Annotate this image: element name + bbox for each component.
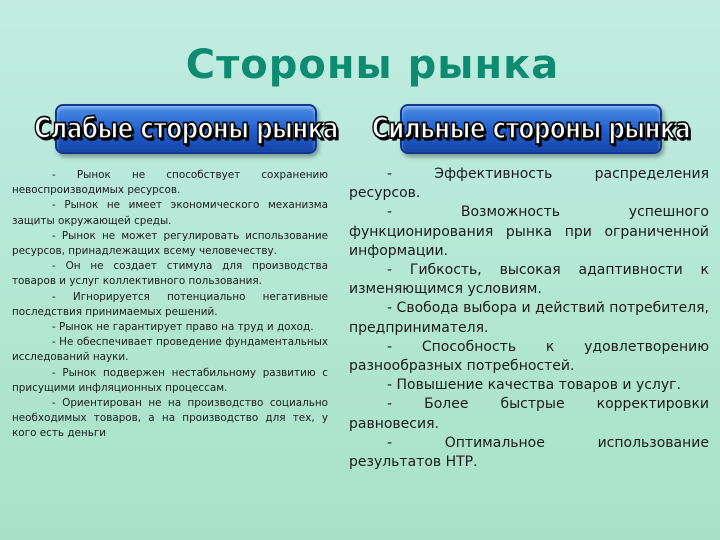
weak-item: - Ориентирован не на производство социально необходимых товаров, а на производство для тех, у кого есть деньги: [12, 397, 328, 440]
weak-item: - Рынок не способствует сохранению невоспроизводимых ресурсов.: [12, 169, 328, 197]
strong-item: - Более быстрые корректировки равновесия.: [349, 396, 709, 432]
strong-sides-banner: [371, 104, 691, 154]
weak-item: - Игнорируется потенциально негативные последствия принимаемых решений.: [12, 290, 328, 318]
strong-sides-list: [349, 165, 709, 472]
strong-item: - Оптимальное использование результатов НТР.: [349, 434, 709, 471]
weak-item: - Рынок не может регулировать использование ресурсов, принадлежащих всему человечеству.: [12, 229, 328, 258]
weak-item: - Рынок не имеет экономического механизма защиты окружающей среды.: [12, 199, 328, 227]
strong-item: - Повышение качества товаров и услуг.: [387, 377, 681, 394]
slide-title: Стороны рынка: [185, 42, 560, 88]
weak-sides-list: [12, 168, 328, 442]
strong-item: - Гибкость, высокая адаптивности к изменяющимся условиям.: [349, 262, 709, 298]
weak-item: - Рынок подвержен нестабильному развитию с присущими инфляционных процессам.: [12, 366, 328, 394]
weak-item: - Не обеспечивает проведение фундаментальных исследований науки.: [12, 336, 328, 364]
weak-item: - Он не создает стимула для производства товаров и услуг коллективного пользования.: [12, 260, 328, 288]
strong-item: - Возможность успешного функционирования рынка при ограниченной информации.: [349, 204, 709, 259]
strong-item: - Способность к удовлетворению разнообразных потребностей.: [349, 338, 709, 375]
strong-item: - Свобода выбора и действий потребителя, предпринимателя.: [349, 300, 709, 336]
strong-item: - Эффективность распределения ресурсов.: [349, 166, 709, 202]
weak-item: - Рынок не гарантирует право на труд и доход.: [52, 321, 314, 334]
weak-sides-heading: Слабые стороны рынка: [34, 112, 338, 146]
weak-sides-banner: [34, 104, 338, 154]
strong-sides-heading: Сильные стороны рынка: [371, 112, 691, 146]
